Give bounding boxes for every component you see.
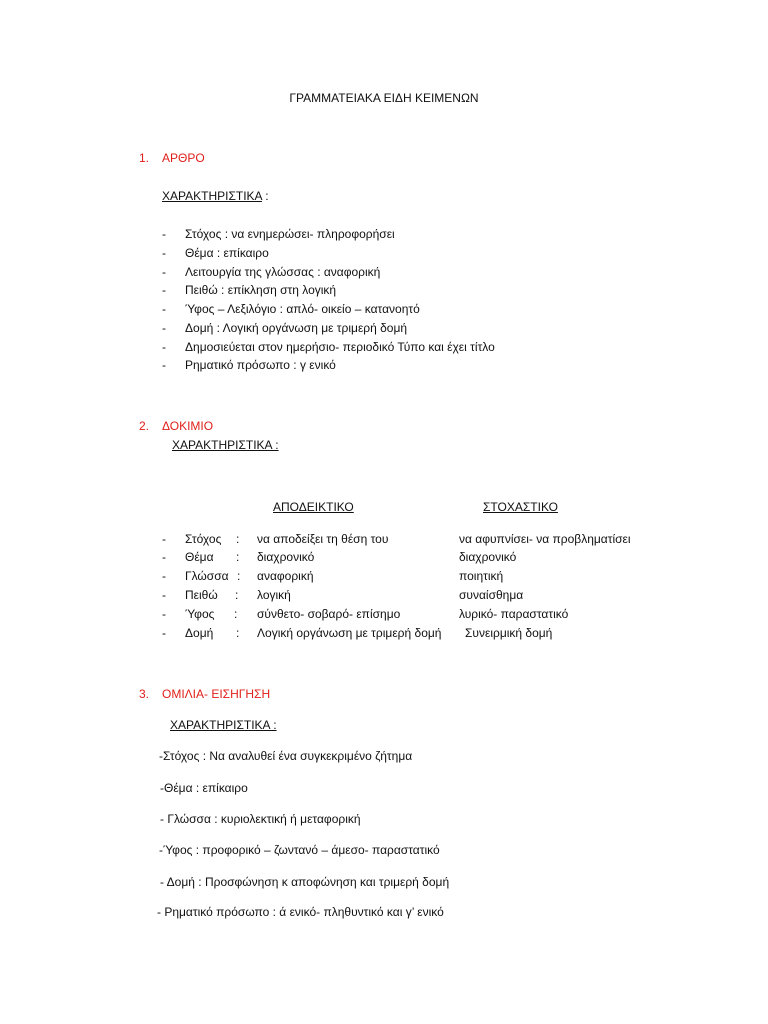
row-stochastiko: ποιητική xyxy=(459,569,504,583)
row-apodeiktiko: σύνθετο- σοβαρό- επίσημο xyxy=(257,607,401,621)
section-1-heading: ΑΡΘΡΟ xyxy=(162,151,205,165)
row-stochastiko: διαχρονικό xyxy=(459,550,517,564)
list-item: Πειθώ : επίκληση στη λογική xyxy=(185,283,337,297)
row-label: Ύφος xyxy=(185,607,215,621)
list-item: - Δομή : Προσφώνηση κ αποφώνηση και τριμερή δομή xyxy=(160,875,450,889)
list-item: -Ύφος : προφορικό – ζωντανό – άμεσο- παραστατικό xyxy=(159,843,440,857)
list-item: Ύφος – Λεξιλόγιο : απλό- οικείο – κατανοητό xyxy=(185,302,420,316)
list-bullet: - xyxy=(162,550,166,564)
section-2-number: 2. xyxy=(139,419,150,433)
row-stochastiko: Συνειρμική δομή xyxy=(465,626,553,640)
row-stochastiko: να αφυπνίσει- να προβληματίσει xyxy=(459,532,631,546)
list-bullet: - xyxy=(162,265,166,279)
section-2-features-label: ΧΑΡΑΚΤΗΡΙΣΤΙΚΑ : xyxy=(172,438,279,452)
list-item: Ρηματικό πρόσωπο : γ ενικό xyxy=(185,358,336,372)
row-label: Θέμα xyxy=(185,550,214,564)
list-bullet: - xyxy=(162,588,166,602)
list-bullet: - xyxy=(162,569,166,583)
list-item: Δημοσιεύεται στον ημερήσιο- περιοδικό Τύπο και έχει τίτλο xyxy=(185,340,495,354)
document-title: ΓΡΑΜΜΑΤΕΙΑΚΑ ΕΙΔΗ ΚΕΙΜΕΝΩΝ xyxy=(289,91,479,105)
list-bullet: - xyxy=(162,283,166,297)
row-label: Γλώσσα xyxy=(185,569,229,583)
row-label: Δομή xyxy=(185,626,214,640)
row-apodeiktiko: να αποδείξει τη θέση του xyxy=(257,532,389,546)
list-bullet: - xyxy=(162,302,166,316)
list-bullet: - xyxy=(162,340,166,354)
row-colon: : xyxy=(235,588,239,602)
column-header-apodeiktiko: ΑΠΟΔΕΙΚΤΙΚΟ xyxy=(273,500,354,514)
list-item: - Ρηματικό πρόσωπο : ά ενικό- πληθυντικό και γ’ ενικό xyxy=(157,905,444,919)
list-item: Λειτουργία της γλώσσας : αναφορική xyxy=(185,265,381,279)
list-bullet: - xyxy=(162,227,166,241)
row-colon: : xyxy=(236,532,240,546)
section-1-number: 1. xyxy=(139,151,150,165)
row-label: Στόχος xyxy=(185,532,222,546)
row-apodeiktiko: Λογική οργάνωση με τριμερή δομή xyxy=(257,626,442,640)
section-3-number: 3. xyxy=(139,687,150,701)
list-item: -Στόχος : Να αναλυθεί ένα συγκεκριμένο ζήτημα xyxy=(159,749,413,763)
list-bullet: - xyxy=(162,532,166,546)
list-item: Στόχος : να ενημερώσει- πληροφορήσει xyxy=(185,227,395,241)
list-bullet: - xyxy=(162,321,166,335)
row-colon: : xyxy=(237,569,241,583)
list-bullet: - xyxy=(162,626,166,640)
row-label: Πειθώ xyxy=(185,588,218,602)
row-apodeiktiko: λογική xyxy=(257,588,291,602)
row-apodeiktiko: διαχρονικό xyxy=(257,550,315,564)
column-header-stochastiko: ΣΤΟΧΑΣΤΙΚΟ xyxy=(483,500,558,514)
list-bullet: - xyxy=(162,358,166,372)
section-1-features-heading xyxy=(162,189,269,203)
section-3-heading: ΟΜΙΛΙΑ- ΕΙΣΗΓΗΣΗ xyxy=(162,687,271,701)
row-stochastiko: συναίσθημα xyxy=(459,588,524,602)
section-3-features-label: ΧΑΡΑΚΤΗΡΙΣΤΙΚΑ : xyxy=(170,718,277,732)
row-colon: : xyxy=(236,626,240,640)
list-bullet: - xyxy=(162,607,166,621)
row-colon: : xyxy=(236,550,240,564)
list-item: - Γλώσσα : κυριολεκτική ή μεταφορική xyxy=(160,812,361,826)
list-bullet: - xyxy=(162,246,166,260)
section-1-features-label: ΧΑΡΑΚΤΗΡΙΣΤΙΚΑ xyxy=(162,189,262,203)
row-colon: : xyxy=(234,607,238,621)
row-stochastiko: λυρικό- παραστατικό xyxy=(459,607,569,621)
list-item: Δομή : Λογική οργάνωση με τριμερή δομή xyxy=(185,321,408,335)
list-item: -Θέμα : επίκαιρο xyxy=(160,781,248,795)
row-apodeiktiko: αναφορική xyxy=(257,569,314,583)
section-1-features-colon: : xyxy=(261,189,269,203)
section-2-heading: ΔΟΚΙΜΙΟ xyxy=(162,419,214,433)
list-item: Θέμα : επίκαιρο xyxy=(185,246,269,260)
